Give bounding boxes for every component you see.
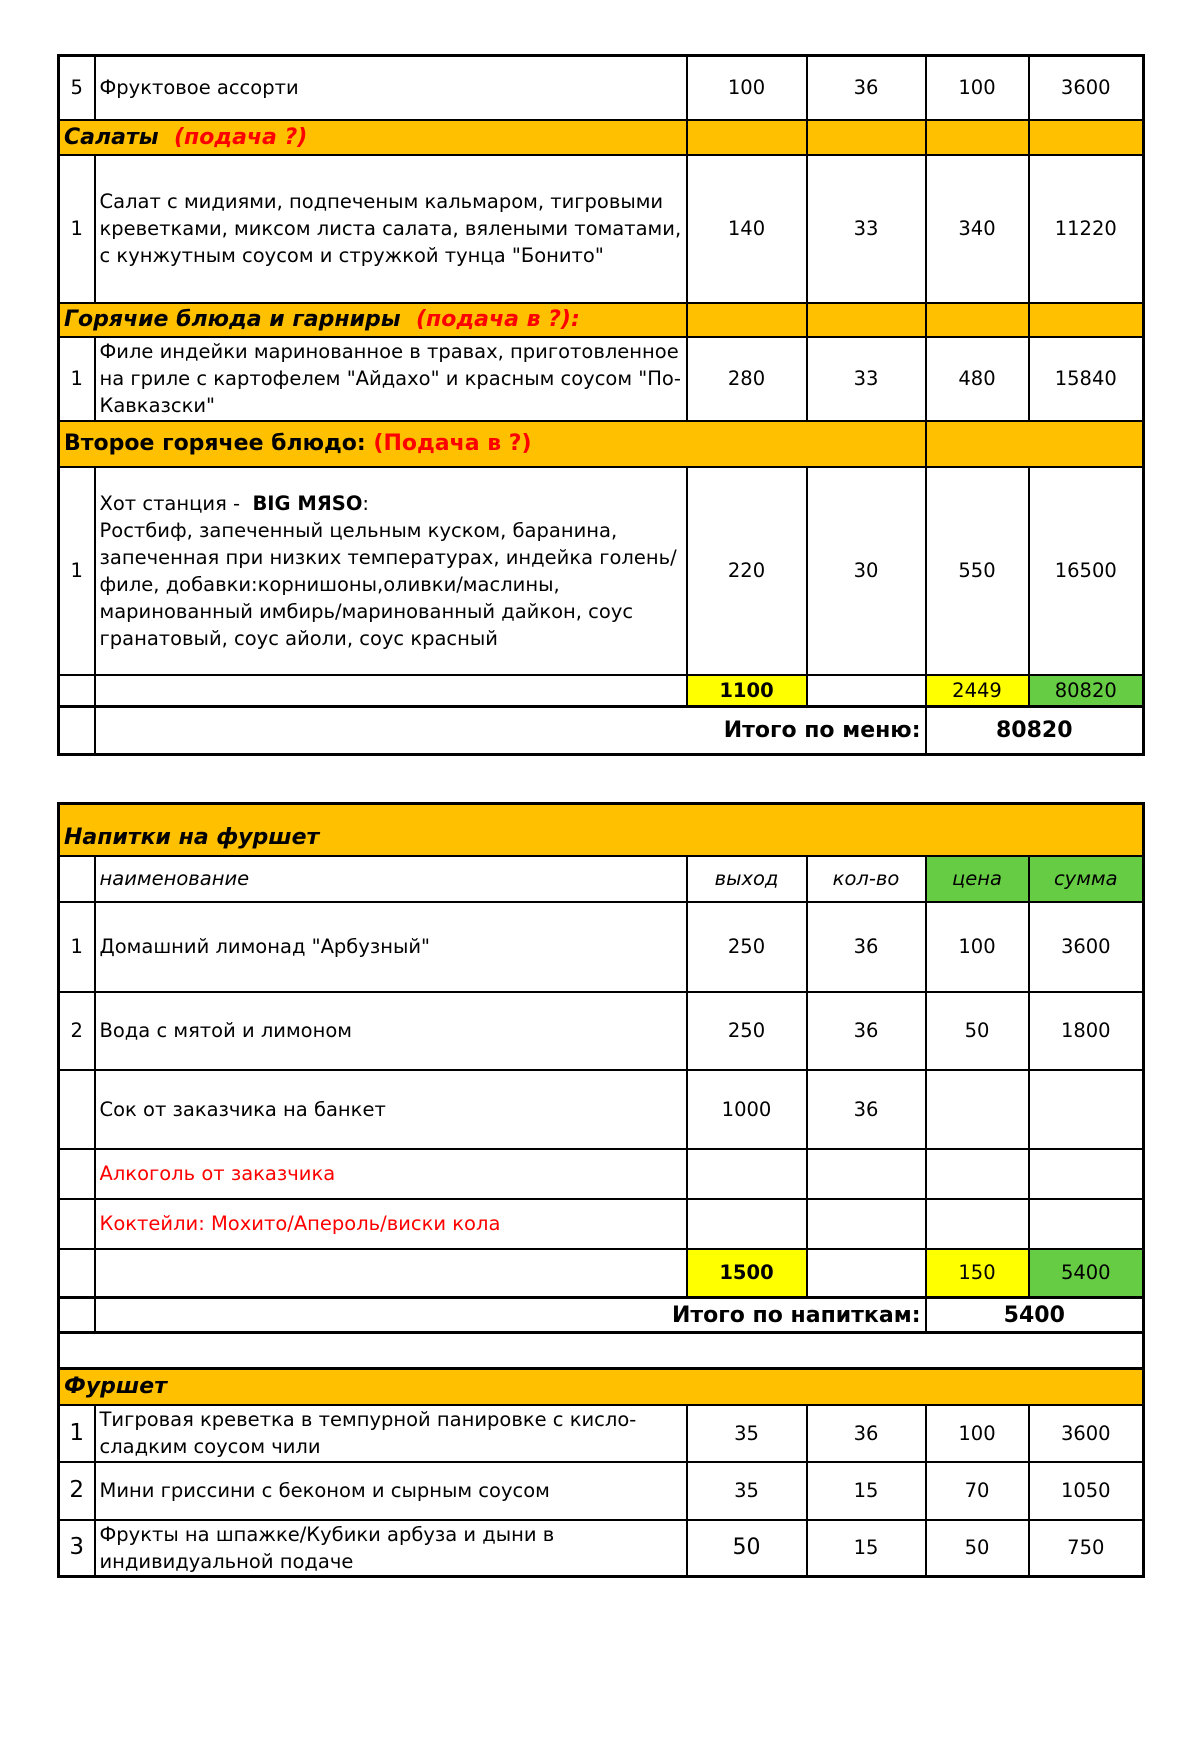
buffet-item-name: Мини гриссини с беконом и сырным соусом [95, 1462, 687, 1520]
section-title-text: Горячие блюда и гарниры [64, 307, 401, 332]
buffet-price: 50 [926, 1520, 1029, 1577]
row-number: 1 [59, 467, 95, 675]
dish-description: Ростбиф, запеченный цельным куском, баранина, запеченная при низких температурах, индейка голень/филе, добавки:корнишоны,оливки/маслины, маринованный имбирь/маринованный дайкон, соус гранатовый, соус айоли, соус красный [99, 518, 677, 650]
dish-quantity: 36 [807, 56, 926, 120]
drink-price [926, 1070, 1029, 1149]
section-header-salads [59, 120, 1144, 155]
section-title-text: Салаты [64, 124, 159, 150]
row-number: 1 [59, 337, 95, 421]
drinks-header-row [59, 856, 1144, 902]
hot-station-brand: BIG MЯSO [252, 491, 363, 515]
row-number: 3 [59, 1520, 95, 1577]
dish-sum: 3600 [1029, 56, 1144, 120]
subtotal-output: 1500 [687, 1249, 807, 1298]
drink-sum [1029, 1070, 1144, 1149]
buffet-sum: 1050 [1029, 1462, 1144, 1520]
buffet-output: 35 [687, 1405, 807, 1462]
dish-sum: 16500 [1029, 467, 1144, 675]
drink-name: Домашний лимонад "Арбузный" [95, 902, 687, 992]
dish-price: 550 [926, 467, 1029, 675]
section-header-drinks [59, 804, 1144, 856]
drinks-total-row [59, 1298, 1144, 1333]
dish-quantity: 33 [807, 337, 926, 421]
row-number: 5 [59, 56, 95, 120]
subtotal-price: 2449 [926, 675, 1029, 707]
header-quantity: кол-во [807, 856, 926, 902]
subtotal-sum: 5400 [1029, 1249, 1144, 1298]
menu-total-value: 80820 [926, 707, 1144, 755]
row-number: 1 [59, 155, 95, 303]
drinks-subtotal-row [59, 1249, 1144, 1298]
buffet-row [59, 1520, 1144, 1577]
drink-name: Вода с мятой и лимоном [95, 992, 687, 1070]
dish-output: 140 [687, 155, 807, 303]
header-output: выход [687, 856, 807, 902]
drinks-total-value: 5400 [926, 1298, 1144, 1333]
subtotal-output: 1100 [687, 675, 807, 707]
menu-row-5 [59, 56, 1144, 120]
buffet-price: 70 [926, 1462, 1029, 1520]
dish-quantity: 33 [807, 155, 926, 303]
drink-row [59, 902, 1144, 992]
hot-station-colon: : [362, 491, 369, 515]
buffet-item-name: Тигровая креветка в темпурной панировке с кисло-сладким соусом чили [95, 1405, 687, 1462]
dish-output: 280 [687, 337, 807, 421]
drink-quantity: 36 [807, 1070, 926, 1149]
menu-total-row [59, 707, 1144, 755]
header-sum: сумма [1029, 856, 1144, 902]
dish-name: Салат с мидиями, подпеченым кальмаром, тигровыми креветками, миксом листа салата, вялеными томатами, с кунжутным соусом и стружкой тунца "Бонито" [95, 155, 687, 303]
alcohol-row [59, 1149, 1144, 1199]
dish-output: 100 [687, 56, 807, 120]
buffet-quantity: 15 [807, 1520, 926, 1577]
buffet-price: 100 [926, 1405, 1029, 1462]
section-note: (подача ?) [173, 124, 308, 150]
menu-total-label: Итого по меню: [95, 707, 926, 755]
cocktails-row [59, 1199, 1144, 1249]
section-title: Фуршет [59, 1369, 1144, 1405]
drink-sum: 3600 [1029, 902, 1144, 992]
drink-row [59, 1070, 1144, 1149]
buffet-row [59, 1405, 1144, 1462]
section-title-text: Второе горячее блюдо: [64, 431, 366, 456]
drink-output: 250 [687, 992, 807, 1070]
row-number: 1 [59, 902, 95, 992]
hot-station-prefix: Хот станция - [99, 491, 253, 515]
header-price: цена [926, 856, 1029, 902]
drink-name: Сок от заказчика на банкет [95, 1070, 687, 1149]
menu-subtotal-row [59, 675, 1144, 707]
section-note: (Подача в ?) [373, 431, 532, 456]
buffet-output: 50 [687, 1520, 807, 1577]
header-name: наименование [95, 856, 687, 902]
section-title: Напитки на фуршет [59, 804, 1144, 856]
section-note: (подача в ?): [416, 307, 580, 332]
drink-price: 100 [926, 902, 1029, 992]
spacer-row [59, 1333, 1144, 1369]
drink-row [59, 992, 1144, 1070]
dish-sum: 15840 [1029, 337, 1144, 421]
dish-price: 340 [926, 155, 1029, 303]
menu-table [57, 54, 1145, 756]
buffet-row [59, 1462, 1144, 1520]
cocktails-note: Коктейли: Мохито/Апероль/виски кола [95, 1199, 687, 1249]
drink-quantity: 36 [807, 902, 926, 992]
subtotal-price: 150 [926, 1249, 1029, 1298]
section-title [59, 120, 687, 155]
menu-row-hot [59, 337, 1144, 421]
section-header-buffet [59, 1369, 1144, 1405]
buffet-output: 35 [687, 1462, 807, 1520]
row-number [59, 1070, 95, 1149]
dish-price: 100 [926, 56, 1029, 120]
drink-quantity: 36 [807, 992, 926, 1070]
buffet-sum: 3600 [1029, 1405, 1144, 1462]
section-title [59, 421, 926, 467]
buffet-quantity: 15 [807, 1462, 926, 1520]
row-number: 2 [59, 1462, 95, 1520]
buffet-quantity: 36 [807, 1405, 926, 1462]
drink-price: 50 [926, 992, 1029, 1070]
row-number: 2 [59, 992, 95, 1070]
row-number: 1 [59, 1405, 95, 1462]
section-header-hot [59, 303, 1144, 337]
buffet-sum: 750 [1029, 1520, 1144, 1577]
buffet-item-name: Фрукты на шпажке/Кубики арбуза и дыни в индивидуальной подаче [95, 1520, 687, 1577]
drinks-table [57, 802, 1145, 1578]
subtotal-sum: 80820 [1029, 675, 1144, 707]
dish-name: Филе индейки маринованное в травах, приготовленное на гриле с картофелем "Айдахо" и красным соусом "По-Кавказски" [95, 337, 687, 421]
alcohol-note: Алкоголь от заказчика [95, 1149, 687, 1199]
dish-sum: 11220 [1029, 155, 1144, 303]
dish-name [95, 467, 687, 675]
menu-row-salad [59, 155, 1144, 303]
drink-sum: 1800 [1029, 992, 1144, 1070]
dish-output: 220 [687, 467, 807, 675]
drink-output: 1000 [687, 1070, 807, 1149]
drink-output: 250 [687, 902, 807, 992]
dish-price: 480 [926, 337, 1029, 421]
drinks-total-label: Итого по напиткам: [95, 1298, 926, 1333]
menu-row-second [59, 467, 1144, 675]
dish-name: Фруктовое ассорти [95, 56, 687, 120]
section-header-second [59, 421, 1144, 467]
section-title [59, 303, 687, 337]
dish-quantity: 30 [807, 467, 926, 675]
